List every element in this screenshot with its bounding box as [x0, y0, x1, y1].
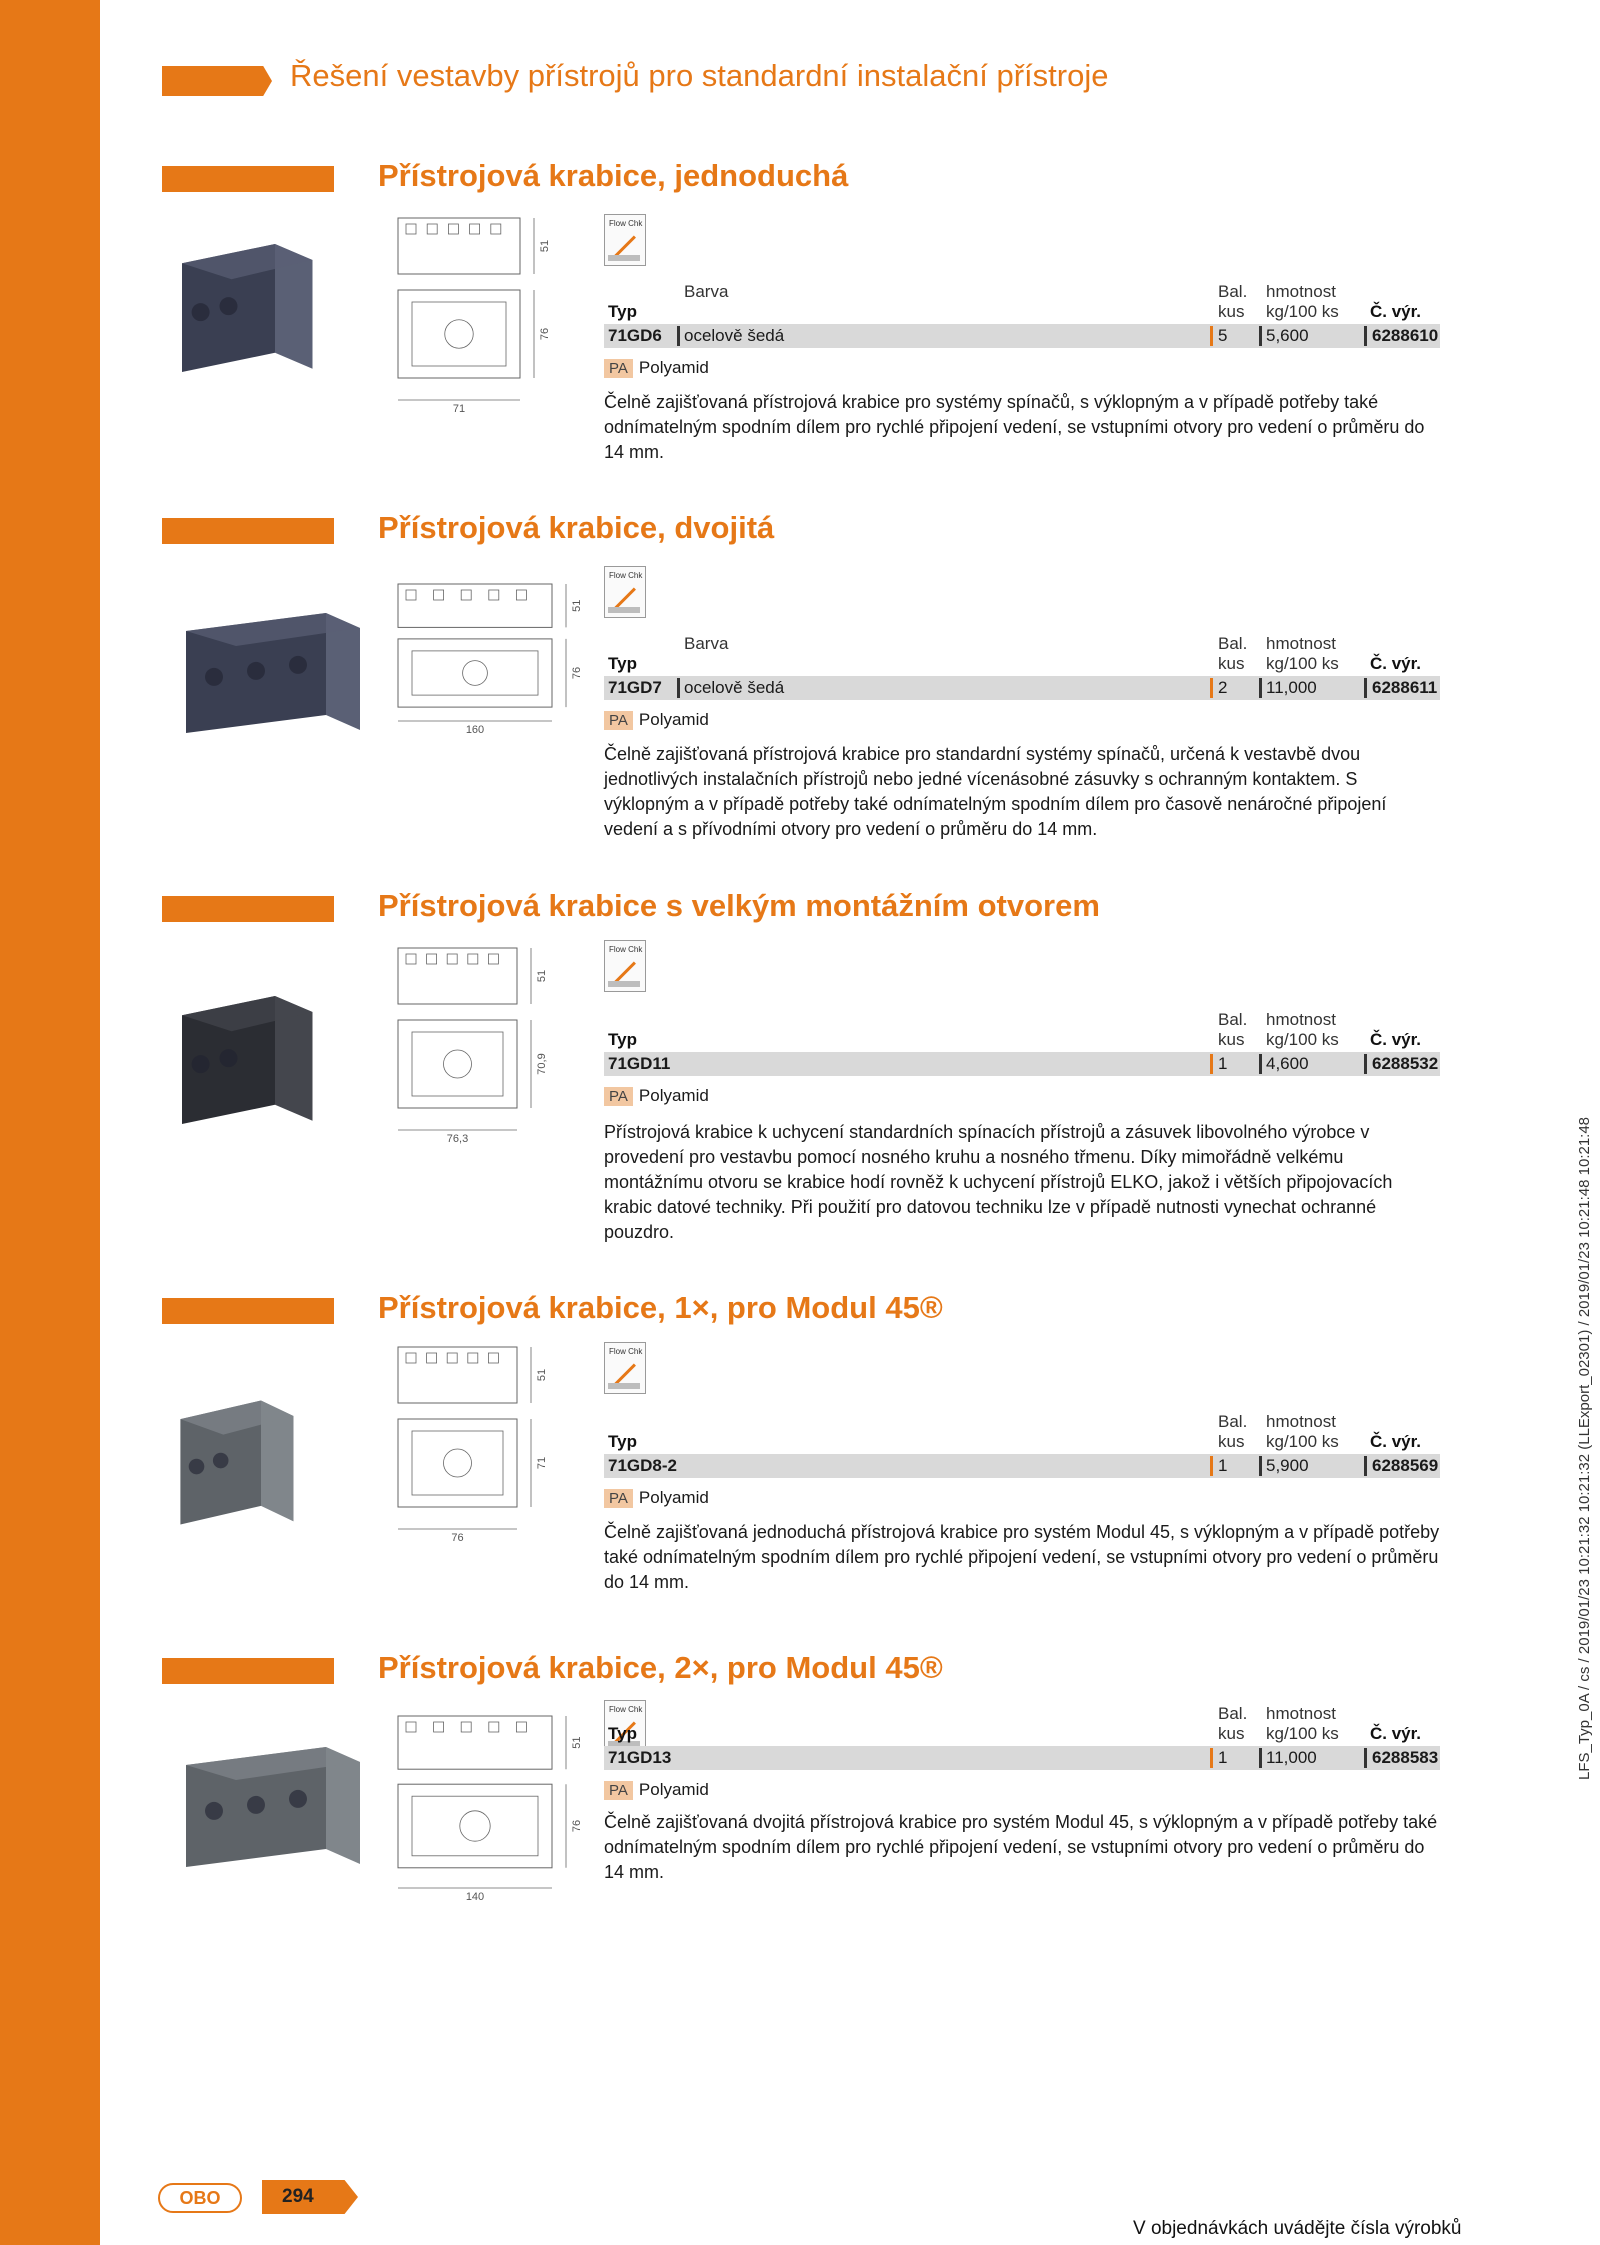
column-header-hmotnost: hmotnost [1266, 282, 1336, 301]
cell-separator [1259, 678, 1262, 698]
flow-check-text: Flow Chk [609, 571, 643, 580]
cell-separator [1259, 1054, 1262, 1074]
column-header-cislo-vyrobku: Č. výr. [1370, 1724, 1422, 1743]
section-bar [162, 518, 334, 544]
flow-check-icon [604, 214, 646, 266]
table-row [604, 676, 1440, 700]
cell-separator [1210, 678, 1213, 698]
column-header-kus: kus [1218, 1030, 1245, 1049]
cell-separator [677, 678, 680, 698]
flow-check-icon [604, 940, 646, 992]
section-bar [162, 1658, 334, 1684]
flow-check-text: Flow Chk [609, 945, 643, 954]
column-header-typ: Typ [608, 1030, 637, 1049]
column-header-typ: Typ [608, 1432, 637, 1451]
cell-separator [1210, 1748, 1213, 1768]
cell-article-number: 6288610 [1372, 326, 1439, 345]
cell-separator [1210, 1054, 1213, 1074]
material-code: PA [604, 1781, 633, 1800]
product-photo [170, 1732, 370, 1887]
product-description: Čelně zajišťovaná jednoduchá přístrojová krabice pro systém Modul 45, s výklopným a v případě potřeby také odnímatelným spodním dílem pro rychlé připojení vedení, se vstupními otvory pro vedení o průměru do 14 mm. [604, 1522, 1440, 1592]
flow-check-icon [604, 1342, 646, 1394]
material-name: Polyamid [638, 358, 709, 377]
section-bar [162, 1298, 334, 1324]
cell-separator [1259, 326, 1262, 346]
flow-check-text: Flow Chk [609, 219, 643, 228]
cell-article-number: 6288583 [1372, 1748, 1439, 1767]
product-section [0, 158, 1600, 198]
dimension-label: 76 [539, 327, 551, 341]
svg-text:OBO: OBO [179, 2188, 221, 2208]
table-row [604, 1746, 1440, 1770]
column-header-hmotnost: hmotnost [1266, 1412, 1336, 1431]
column-header-cislo-vyrobku: Č. výr. [1370, 1030, 1422, 1049]
column-header-kg: kg/100 ks [1266, 654, 1339, 673]
dimension-label: 76,3 [446, 1133, 469, 1144]
cell-type: 71GD7 [608, 678, 662, 697]
cell-separator [1364, 1748, 1367, 1768]
material-name: Polyamid [638, 1086, 709, 1105]
material-code: PA [604, 359, 633, 378]
page-number: 294 [282, 2186, 314, 2207]
flow-check-text: Flow Chk [609, 1347, 643, 1356]
technical-drawing [378, 580, 588, 740]
dimension-label: 76 [451, 1532, 464, 1543]
product-description: Čelně zajišťovaná přístrojová krabice pro standardní systémy spínačů, určená k vestavbě dvou jednotlivých instalačních přístrojů nebo jedné vícenásobné zásuvky s ochranným kontaktem. S výklopným a v případě potřeby také odnímatelným spodním dílem pro časově nenáročné připojení vedení a s přívodními otvory pro vedení o průměru do 14 mm. [604, 744, 1387, 839]
column-header-kg: kg/100 ks [1266, 302, 1339, 321]
cell-article-number: 6288569 [1372, 1456, 1439, 1475]
cell-color: ocelově šedá [684, 678, 785, 697]
column-header-kg: kg/100 ks [1266, 1724, 1339, 1743]
section-bar [162, 896, 334, 922]
dimension-label: 140 [465, 1891, 485, 1902]
footer-note: V objednávkách uvádějte čísla výrobků [1133, 2218, 1462, 2239]
technical-drawing [378, 214, 556, 419]
dimension-label: 51 [571, 599, 583, 612]
column-header-bal: Bal. [1218, 1704, 1248, 1723]
header-tag [162, 66, 272, 96]
column-header-bal: Bal. [1218, 634, 1248, 653]
column-header-bal: Bal. [1218, 1412, 1248, 1431]
column-header-kg: kg/100 ks [1266, 1432, 1339, 1451]
product-section [0, 1290, 1600, 1330]
column-header-kus: kus [1218, 654, 1245, 673]
cell-separator [1364, 326, 1367, 346]
product-description: Čelně zajišťovaná přístrojová krabice pro systémy spínačů, s výklopným a v případě potřeby také odnímatelným spodním dílem pro rychlé připojení vedení, se vstupními otvory pro vedení o průměru do 14 mm. [604, 392, 1425, 462]
product-photo [170, 1385, 300, 1545]
cell-weight: 4,600 [1266, 1054, 1309, 1073]
cell-separator [1259, 1748, 1262, 1768]
dimension-label: 51 [536, 1368, 548, 1382]
cell-pack: 1 [1218, 1054, 1228, 1073]
obo-logo [158, 2183, 242, 2213]
flow-check-text: Flow Chk [609, 1705, 643, 1714]
section-title: Přístrojová krabice, dvojitá [378, 510, 775, 545]
flow-check-icon [604, 566, 646, 618]
product-photo [170, 228, 320, 393]
cell-pack: 1 [1218, 1748, 1228, 1767]
product-section [0, 510, 1600, 550]
cell-separator [677, 326, 680, 346]
material-row [604, 1780, 709, 1800]
cell-weight: 11,000 [1266, 1748, 1317, 1767]
cell-type: 71GD6 [608, 326, 662, 345]
cell-separator [1210, 1456, 1213, 1476]
cell-weight: 11,000 [1266, 678, 1317, 697]
page-title: Řešení vestavby přístrojů pro standardní instalační přístroje [290, 58, 1109, 93]
material-name: Polyamid [638, 1488, 709, 1507]
column-header-kg: kg/100 ks [1266, 1030, 1339, 1049]
cell-separator [1364, 1054, 1367, 1074]
product-description: Přístrojová krabice k uchycení standardních spínacích přístrojů a zásuvek libovolného výrobce v provedení pro vestavbu pomocí nosného kruhu a nosného třmenu. Díky mimořádně velkému montážnímu otvoru se krabice hodí rovněž k uchycení přístrojů ELKO, jakož i větších připojovacích krabic datové techniky. Při použití pro datovou techniku lze v případě nutnosti vynechat ochranné pouzdro. [604, 1122, 1393, 1242]
column-header-typ: Typ [608, 654, 637, 673]
cell-separator [1364, 1456, 1367, 1476]
dimension-label: 70,9 [536, 1053, 548, 1075]
dimension-label: 71 [452, 403, 466, 414]
badge-box [608, 607, 640, 613]
dimension-label: 51 [571, 1736, 583, 1749]
section-title: Přístrojová krabice, jednoduchá [378, 158, 849, 193]
product-description: Čelně zajišťovaná dvojitá přístrojová krabice pro systém Modul 45, s výklopným a v případě potřeby také odnímatelným spodním dílem pro rychlé připojení vedení, se vstupními otvory pro vedení o průměru do 14 mm. [604, 1812, 1438, 1882]
badge-box [608, 255, 640, 261]
cell-weight: 5,900 [1266, 1456, 1309, 1475]
dimension-label: 51 [536, 969, 548, 983]
material-row [604, 358, 709, 378]
material-code: PA [604, 1489, 633, 1508]
table-row [604, 1052, 1440, 1076]
material-row [604, 1488, 709, 1508]
cell-separator [1364, 678, 1367, 698]
column-header-hmotnost: hmotnost [1266, 634, 1336, 653]
material-name: Polyamid [638, 710, 709, 729]
material-row [604, 1086, 709, 1106]
column-header-cislo-vyrobku: Č. výr. [1370, 302, 1422, 321]
dimension-label: 160 [465, 724, 485, 735]
column-header-hmotnost: hmotnost [1266, 1010, 1336, 1029]
column-header-barva: Barva [684, 634, 729, 653]
material-name: Polyamid [638, 1780, 709, 1799]
column-header-bal: Bal. [1218, 282, 1248, 301]
badge-box [608, 1383, 640, 1389]
technical-drawing [378, 944, 553, 1149]
badge-box [608, 981, 640, 987]
column-header-typ: Typ [608, 1724, 637, 1743]
material-code: PA [604, 1087, 633, 1106]
cell-separator [1259, 1456, 1262, 1476]
column-header-bal: Bal. [1218, 1010, 1248, 1029]
cell-separator [1210, 326, 1213, 346]
cell-pack: 1 [1218, 1456, 1228, 1475]
column-header-cislo-vyrobku: Č. výr. [1370, 654, 1422, 673]
cell-weight: 5,600 [1266, 326, 1309, 345]
section-title: Přístrojová krabice, 2×, pro Modul 45® [378, 1650, 943, 1685]
cell-article-number: 6288611 [1372, 678, 1438, 697]
dimension-label: 51 [539, 239, 551, 253]
column-header-kus: kus [1218, 302, 1245, 321]
cell-type: 71GD8-2 [608, 1456, 677, 1475]
dimension-label: 76 [571, 1819, 583, 1833]
table-row [604, 1454, 1440, 1478]
section-title: Přístrojová krabice, 1×, pro Modul 45® [378, 1290, 943, 1325]
cell-article-number: 6288532 [1372, 1054, 1439, 1073]
material-row [604, 710, 709, 730]
product-photo [170, 980, 320, 1145]
dimension-label: 76 [571, 666, 583, 680]
cell-color: ocelově šedá [684, 326, 785, 345]
cell-pack: 2 [1218, 678, 1228, 697]
column-header-kus: kus [1218, 1724, 1245, 1743]
column-header-cislo-vyrobku: Č. výr. [1370, 1432, 1422, 1451]
column-header-hmotnost: hmotnost [1266, 1704, 1336, 1723]
section-title: Přístrojová krabice s velkým montážním otvorem [378, 888, 1100, 923]
section-bar [162, 166, 334, 192]
left-accent-bar [0, 0, 100, 2245]
cell-pack: 5 [1218, 326, 1228, 345]
product-section [0, 1650, 1600, 1690]
column-header-kus: kus [1218, 1432, 1245, 1451]
cell-type: 71GD11 [608, 1054, 671, 1073]
side-metadata: LFS_Typ_0A / cs / 2019/01/23 10:21:32 10:21:32 (LLExport_02301) / 2019/01/23 10:21:48 10:21:48 [1576, 1116, 1593, 1780]
column-header-typ: Typ [608, 302, 637, 321]
product-section [0, 888, 1600, 928]
product-photo [170, 598, 370, 753]
technical-drawing [378, 1343, 553, 1548]
dimension-label: 71 [536, 1456, 548, 1470]
technical-drawing [378, 1712, 588, 1907]
table-row [604, 324, 1440, 348]
cell-type: 71GD13 [608, 1748, 672, 1767]
column-header-barva: Barva [684, 282, 729, 301]
material-code: PA [604, 711, 633, 730]
